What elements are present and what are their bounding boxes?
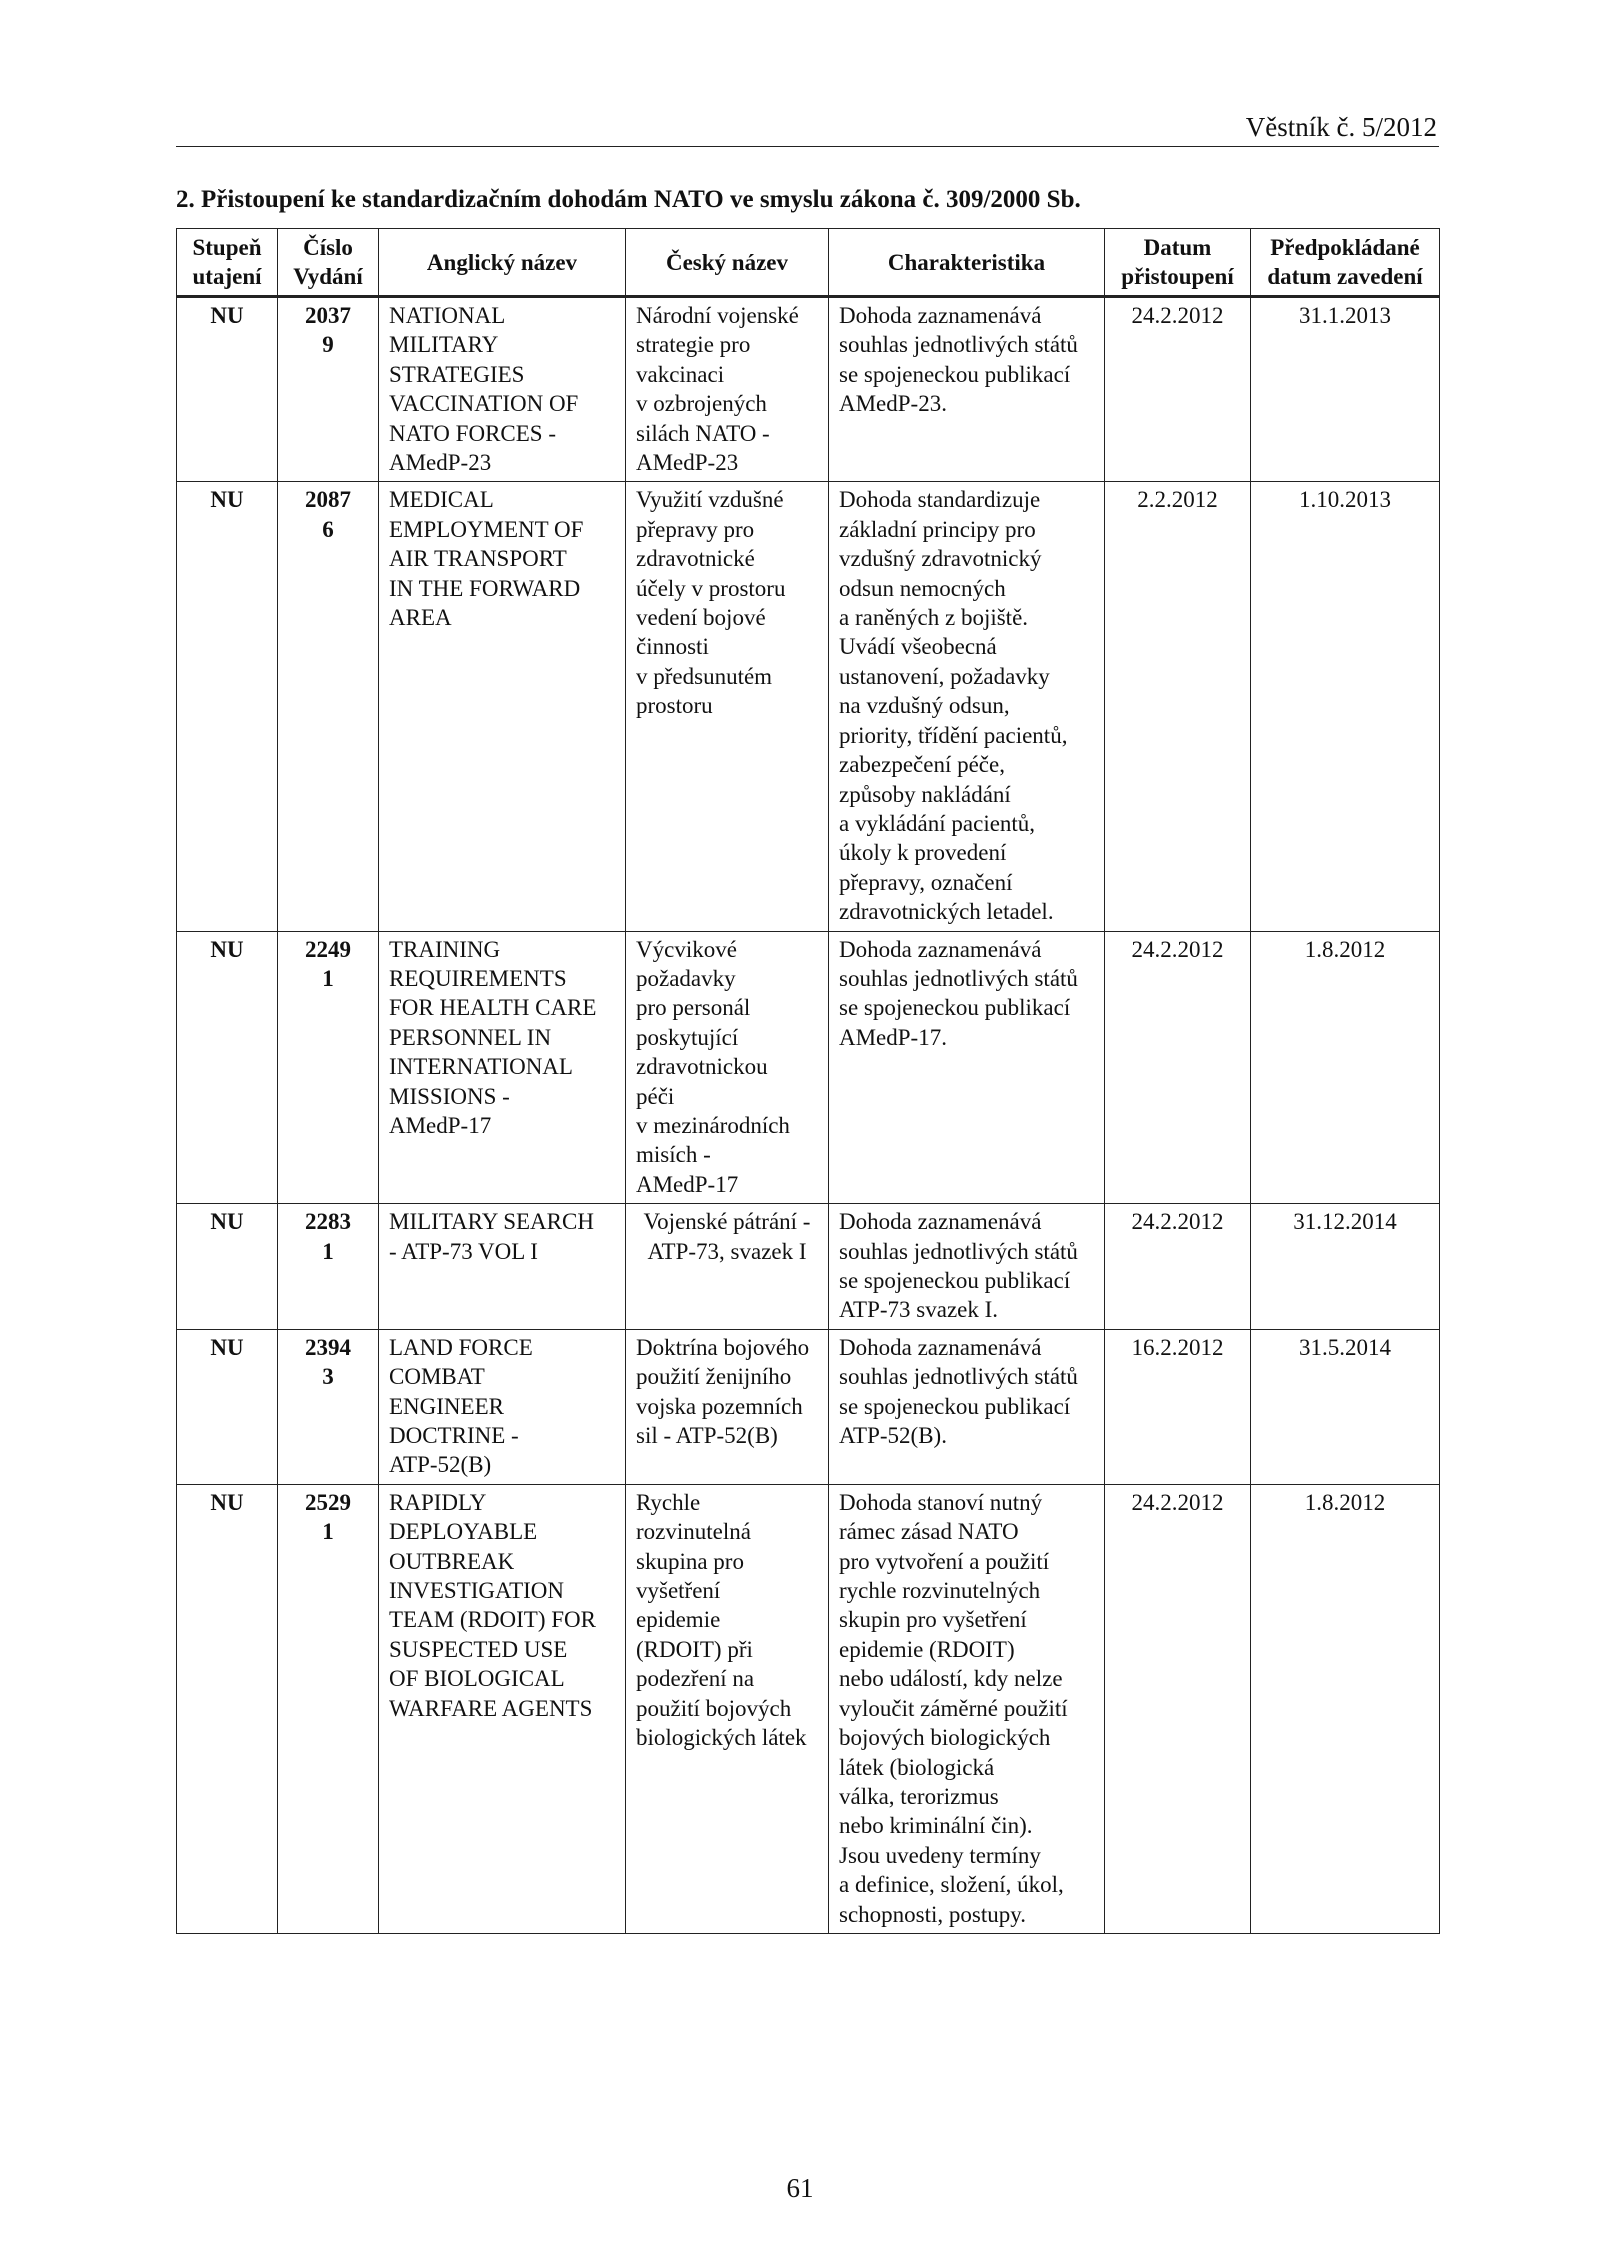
cell-czech-title: Využití vzdušné přepravy pro zdravotnické účely v prostoru vedení bojové činnosti v předsunutém prostoru (626, 482, 829, 931)
col-header-classification: Stupeň utajení (177, 229, 278, 297)
cell-czech-title: Národní vojenské strategie pro vakcinaci v ozbrojených silách NATO - AMedP-23 (626, 297, 829, 482)
cell-number: 2037 9 (278, 297, 379, 482)
table-row (177, 482, 1440, 931)
cell-czech-title: Doktrína bojového použití ženijního vojska pozemních sil - ATP-52(B) (626, 1329, 829, 1484)
cell-classification: NU (177, 297, 278, 482)
cell-accession-date: 2.2.2012 (1105, 482, 1251, 931)
col-header-planned-date: Předpokládané datum zavedení (1251, 229, 1440, 297)
cell-description: Dohoda zaznamenává souhlas jednotlivých států se spojeneckou publikací ATP-73 svazek I. (829, 1204, 1105, 1330)
cell-english-title: NATIONAL MILITARY STRATEGIES VACCINATION OF NATO FORCES - AMedP-23 (379, 297, 626, 482)
cell-classification: NU (177, 1484, 278, 1933)
section-title: 2. Přistoupení ke standardizačním dohodám NATO ve smyslu zákona č. 309/2000 Sb. (176, 186, 1081, 213)
cell-number: 2283 1 (278, 1204, 379, 1330)
table-row (177, 297, 1440, 482)
journal-issue: Věstník č. 5/2012 (1245, 112, 1437, 142)
cell-czech-title: Výcvikové požadavky pro personál poskytující zdravotnickou péči v mezinárodních misích - AMedP-17 (626, 931, 829, 1204)
cell-description: Dohoda zaznamenává souhlas jednotlivých států se spojeneckou publikací ATP-52(B). (829, 1329, 1105, 1484)
col-header-description: Charakteristika (829, 229, 1105, 297)
table-row (177, 1484, 1440, 1933)
cell-classification: NU (177, 931, 278, 1204)
cell-english-title: TRAINING REQUIREMENTS FOR HEALTH CARE PERSONNEL IN INTERNATIONAL MISSIONS - AMedP-17 (379, 931, 626, 1204)
cell-description: Dohoda standardizuje základní principy pro vzdušný zdravotnický odsun nemocných a raněných z bojiště. Uvádí všeobecná ustanovení, požadavky na vzdušný odsun, priority, třídění pacientů, zabezpečení péče, způsoby nakládání a vykládání pacientů, úkoly k provedení přepravy, označení zdravotnických letadel. (829, 482, 1105, 931)
cell-english-title: MEDICAL EMPLOYMENT OF AIR TRANSPORT IN THE FORWARD AREA (379, 482, 626, 931)
cell-description: Dohoda stanoví nutný rámec zásad NATO pro vytvoření a použití rychle rozvinutelných skupin pro vyšetření epidemie (RDOIT) nebo událostí, kdy nelze vyloučit záměrné použití bojových biologických látek (biologická válka, terorizmus nebo kriminální čin). Jsou uvedeny termíny a definice, složení, úkol, schopnosti, postupy. (829, 1484, 1105, 1933)
cell-planned-date: 31.1.2013 (1251, 297, 1440, 482)
cell-classification: NU (177, 482, 278, 931)
col-header-accession-date: Datum přistoupení (1105, 229, 1251, 297)
cell-accession-date: 24.2.2012 (1105, 931, 1251, 1204)
cell-english-title: LAND FORCE COMBAT ENGINEER DOCTRINE - ATP-52(B) (379, 1329, 626, 1484)
table-row (177, 1329, 1440, 1484)
cell-english-title: RAPIDLY DEPLOYABLE OUTBREAK INVESTIGATION TEAM (RDOIT) FOR SUSPECTED USE OF BIOLOGICAL WARFARE AGENTS (379, 1484, 626, 1933)
cell-number: 2529 1 (278, 1484, 379, 1933)
cell-czech-title: Vojenské pátrání - ATP-73, svazek I (626, 1204, 829, 1330)
cell-description: Dohoda zaznamenává souhlas jednotlivých států se spojeneckou publikací AMedP-23. (829, 297, 1105, 482)
cell-classification: NU (177, 1204, 278, 1330)
cell-accession-date: 24.2.2012 (1105, 1484, 1251, 1933)
cell-number: 2249 1 (278, 931, 379, 1204)
cell-description: Dohoda zaznamenává souhlas jednotlivých států se spojeneckou publikací AMedP-17. (829, 931, 1105, 1204)
cell-planned-date: 31.12.2014 (1251, 1204, 1440, 1330)
cell-number: 2394 3 (278, 1329, 379, 1484)
cell-planned-date: 1.8.2012 (1251, 931, 1440, 1204)
cell-accession-date: 24.2.2012 (1105, 1204, 1251, 1330)
cell-planned-date: 31.5.2014 (1251, 1329, 1440, 1484)
cell-number: 2087 6 (278, 482, 379, 931)
cell-accession-date: 16.2.2012 (1105, 1329, 1251, 1484)
table-row (177, 931, 1440, 1204)
cell-english-title: MILITARY SEARCH - ATP-73 VOL I (379, 1204, 626, 1330)
col-header-number: Číslo Vydání (278, 229, 379, 297)
standardization-table (176, 228, 1440, 1934)
cell-accession-date: 24.2.2012 (1105, 297, 1251, 482)
table-header-row (177, 229, 1440, 297)
cell-classification: NU (177, 1329, 278, 1484)
header-rule (176, 146, 1439, 147)
cell-czech-title: Rychle rozvinutelná skupina pro vyšetření epidemie (RDOIT) při podezření na použití bojových biologických látek (626, 1484, 829, 1933)
col-header-english-title: Anglický název (379, 229, 626, 297)
cell-planned-date: 1.10.2013 (1251, 482, 1440, 931)
page-number: 61 (786, 2173, 814, 2203)
table-row (177, 1204, 1440, 1330)
cell-planned-date: 1.8.2012 (1251, 1484, 1440, 1933)
col-header-czech-title: Český název (626, 229, 829, 297)
